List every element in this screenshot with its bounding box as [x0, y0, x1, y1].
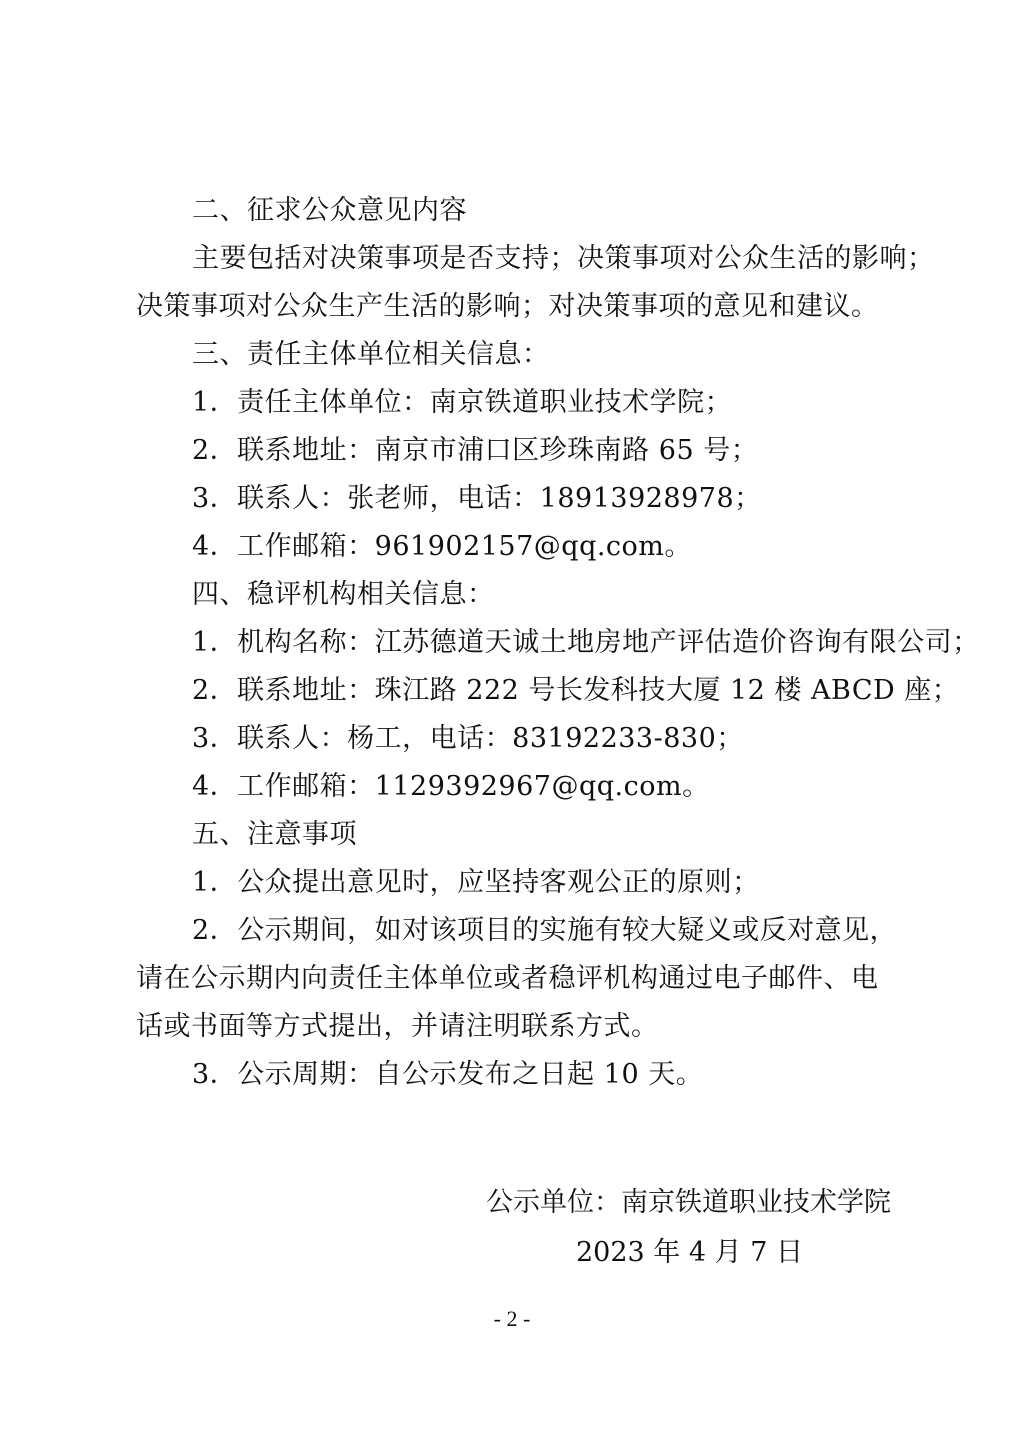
section3-item-4: 4．工作邮箱：961902157@qq.com。	[192, 531, 692, 562]
signature-unit: 公示单位：南京铁道职业技术学院	[486, 1187, 891, 1218]
section5-item-2-line2: 请在公示期内向责任主体单位或者稳评机构通过电子邮件、电	[136, 963, 879, 994]
section3-item-1: 1．责任主体单位：南京铁道职业技术学院；	[192, 387, 733, 418]
section3-heading: 三、责任主体单位相关信息：	[192, 339, 550, 370]
section4-item-1: 1．机构名称：江苏德道天诚土地房地产评估造价咨询有限公司；	[192, 627, 980, 658]
section5-item-3: 3．公示周期：自公示发布之日起 10 天。	[192, 1059, 704, 1090]
section5-item-2-line3: 话或书面等方式提出，并请注明联系方式。	[136, 1011, 659, 1042]
section4-item-2: 2．联系地址：珠江路 222 号长发科技大厦 12 楼 ABCD 座；	[192, 675, 960, 706]
page-number: - 2 -	[493, 1306, 531, 1331]
section3-item-2: 2．联系地址：南京市浦口区珍珠南路 65 号；	[192, 435, 759, 466]
section3-item-3: 3．联系人：张老师，电话：18913928978；	[192, 483, 762, 514]
signature-date: 2023 年 4 月 7 日	[576, 1237, 803, 1268]
section5-item-2-line1: 2．公示期间，如对该项目的实施有较大疑义或反对意见，	[192, 915, 898, 946]
section4-item-4: 4．工作邮箱：1129392967@qq.com。	[192, 771, 710, 802]
section2-paragraph-line1: 主要包括对决策事项是否支持；决策事项对公众生活的影响；	[192, 243, 935, 274]
section5-heading: 五、注意事项	[192, 819, 357, 850]
section4-heading: 四、稳评机构相关信息：	[192, 579, 495, 610]
section4-item-3: 3．联系人：杨工，电话：83192233-830；	[192, 723, 744, 754]
section2-heading: 二、征求公众意见内容	[192, 195, 467, 226]
section2-paragraph-line2: 决策事项对公众生产生活的影响；对决策事项的意见和建议。	[136, 291, 879, 322]
section5-item-1: 1．公众提出意见时，应坚持客观公正的原则；	[192, 867, 760, 898]
